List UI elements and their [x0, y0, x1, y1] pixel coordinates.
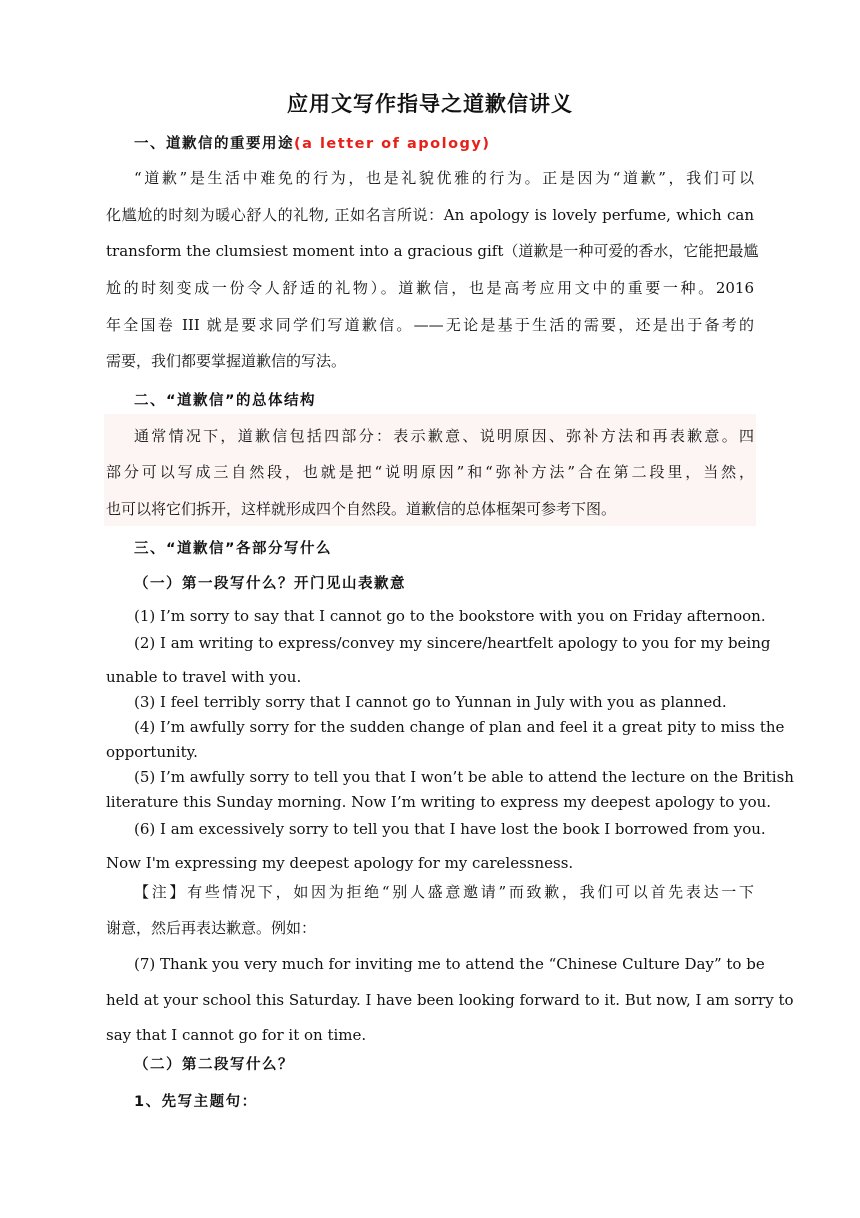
paragraph-1-line: transform the clumsiest moment into a gracious gift（道歉是一种可爱的香水，它能把最尴 [106, 242, 759, 260]
example-5-line-1: (5) I’m awfully sorry to tell you that I won’t be able to attend the lecture on the British [134, 768, 794, 786]
example-7-line-2: held at your school this Saturday. I have been looking forward to it. But now, I am sorry to [106, 991, 794, 1009]
paragraph-1-line: “道歉”是生活中难免的行为，也是礼貌优雅的行为。正是因为“道歉”，我们可以 [134, 169, 754, 187]
example-2-line-1: (2) I am writing to express/convey my sincere/heartfelt apology to you for my being [134, 634, 771, 652]
example-4-line-2: opportunity. [106, 743, 198, 761]
section-3-heading: 三、“道歉信”各部分写什么 [134, 541, 333, 557]
section-1-heading-zh: 一、道歉信的重要用途 [134, 136, 294, 152]
example-7-line-3: say that I cannot go for it on time. [106, 1026, 367, 1044]
section-1-heading [134, 132, 754, 153]
example-3: (3) I feel terribly sorry that I cannot go to Yunnan in July with you as planned. [134, 693, 727, 711]
paragraph-1-line: 化尴尬的时刻为暖心舒人的礼物, 正如名言所说：An apology is lovely perfume, which can [106, 206, 754, 224]
subsection-1-heading: （一）第一段写什么？开门见山表歉意 [134, 576, 406, 592]
paragraph-1-line: 需要，我们都要掌握道歉信的写法。 [106, 352, 347, 370]
section-2-heading: 二、“道歉信”的总体结构 [134, 393, 317, 409]
subsection-2-heading: （二）第二段写什么？ [134, 1057, 294, 1073]
example-7-line-1: (7) Thank you very much for inviting me to attend the “Chinese Culture Day” to be [134, 955, 765, 973]
note-line: 【注】有些情况下，如因为拒绝“别人盛意邀请”而致歉，我们可以首先表达一下 [134, 883, 754, 901]
paragraph-2-line: 也可以将它们拆开，这样就形成四个自然段。道歉信的总体框架可参考下图。 [106, 500, 617, 518]
example-6-line-1: (6) I am excessively sorry to tell you that I have lost the book I borrowed from you. [134, 820, 766, 838]
example-5-line-2: literature this Sunday morning. Now I’m writing to express my deepest apology to you. [106, 793, 772, 811]
paragraph-1-line: 尬的时刻变成一份令人舒适的礼物）。道歉信，也是高考应用文中的重要一种。2016 [106, 279, 754, 297]
example-1: (1) I’m sorry to say that I cannot go to the bookstore with you on Friday afternoon. [134, 607, 766, 625]
paragraph-1-line: 年全国卷 III 就是要求同学们写道歉信。——无论是基于生活的需要，还是出于备考的 [106, 316, 754, 334]
note-line: 谢意，然后再表达歉意。例如： [106, 919, 317, 937]
page-title: 应用文写作指导之道歉信讲义 [287, 92, 573, 116]
subsection-2-1-heading: 1、先写主题句： [134, 1094, 258, 1110]
section-1-heading-en: (a letter of apology) [294, 136, 491, 152]
paragraph-2-line: 通常情况下，道歉信包括四部分：表示歉意、说明原因、弥补方法和再表歉意。四 [134, 427, 754, 445]
example-6-line-2: Now I'm expressing my deepest apology for my carelessness. [106, 854, 574, 872]
example-4-line-1: (4) I’m awfully sorry for the sudden change of plan and feel it a great pity to miss the [134, 718, 785, 736]
paragraph-2-line: 部分可以写成三自然段，也就是把“说明原因”和“弥补方法”合在第二段里，当然， [106, 463, 754, 481]
example-2-line-2: unable to travel with you. [106, 668, 302, 686]
